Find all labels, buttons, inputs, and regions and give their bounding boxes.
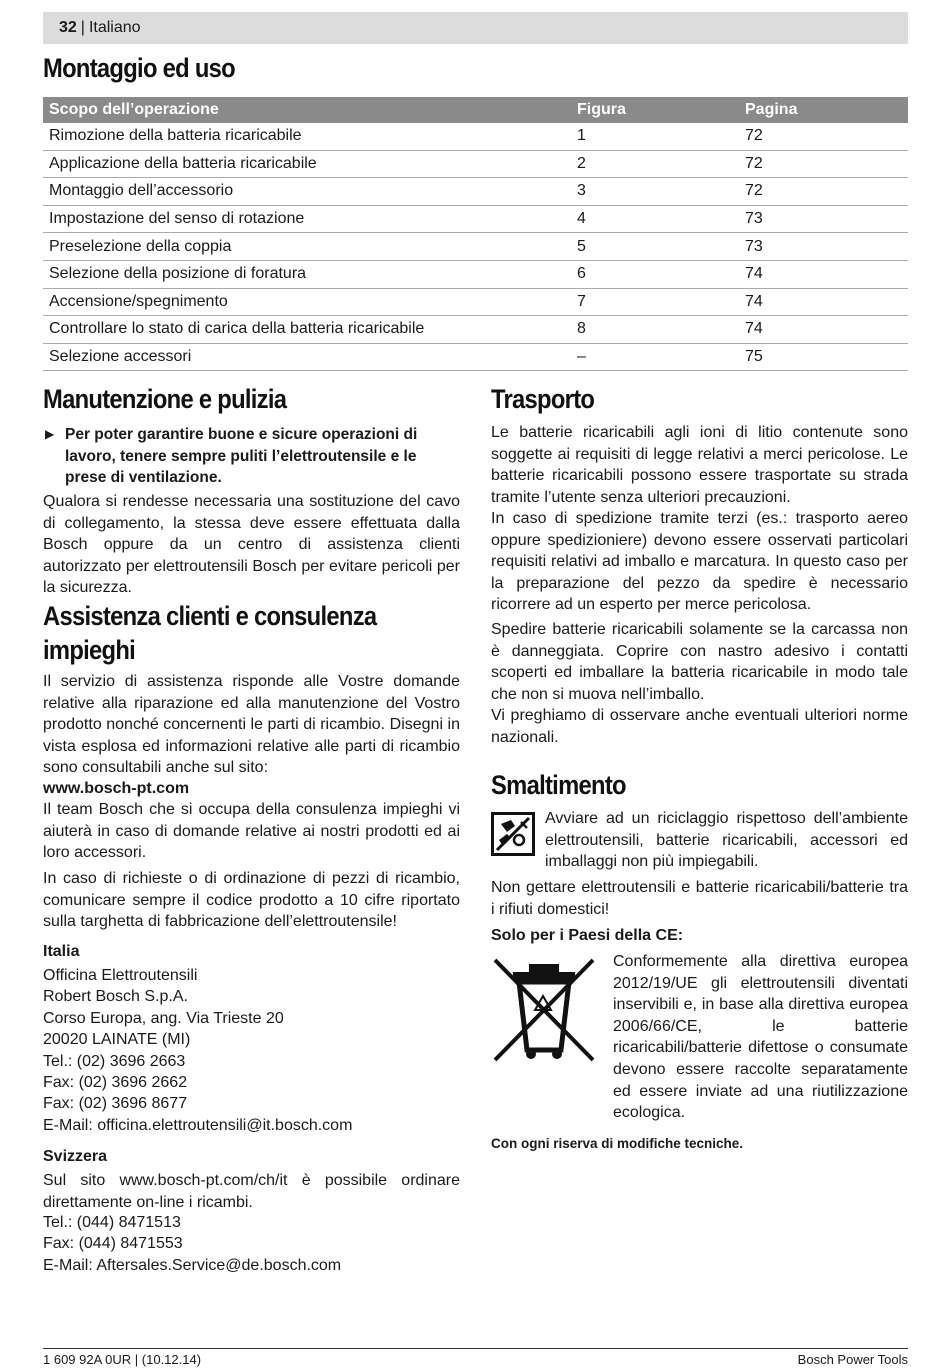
address-line: Tel.: (02) 3696 2663: [43, 1052, 186, 1070]
cell-page: 72: [745, 127, 763, 145]
cell-scope: Applicazione della batteria ricaricabile: [49, 154, 317, 172]
address-line: E-Mail: Aftersales.Service@de.bosch.com: [43, 1256, 342, 1274]
cell-page: 73: [745, 237, 763, 255]
cell-figure: 5: [577, 237, 586, 255]
cell-page: 72: [745, 154, 763, 172]
footer-doc-code: 1 609 92A 0UR | (10.12.14): [43, 1352, 202, 1367]
cell-figure: 2: [577, 154, 586, 172]
assistenza-p2: Il team Bosch che si occupa della consulenza impieghi vi aiuterà in caso di domande relative ai nostri prodotti ed ai loro accessori.: [43, 801, 460, 862]
address-line: Fax: (044) 8471553: [43, 1235, 183, 1253]
svizzera-contacts: [43, 1212, 341, 1276]
assistenza-p1: Il servizio di assistenza risponde alle Vostre domande relative alla riparazione ed alla manutenzione del Vostro prodotto nonché concernenti le parti di ricambio. Disegni in vista esplosa ed informazioni relative alle parti di ricambio sono consultabili anche sul sito:: [43, 673, 460, 777]
address-line: 20020 LAINATE (MI): [43, 1031, 191, 1049]
bosch-url-link[interactable]: www.bosch-pt.com: [43, 780, 190, 797]
cell-figure: 3: [577, 182, 586, 200]
address-line: Fax: (02) 3696 2662: [43, 1074, 188, 1092]
table-row: [43, 261, 908, 289]
smaltimento-p2: Non gettare elettroutensili e batterie ricaricabili/batterie tra i rifiuti domestici!: [491, 879, 908, 918]
cell-figure: 6: [577, 265, 586, 283]
warning-text: Per poter garantire buone e sicure operazioni di lavoro, tenere sempre puliti l’elettroutensile e le prese di ventilazione.: [65, 426, 418, 487]
page-number: 32: [59, 19, 77, 36]
table-row: [43, 233, 908, 261]
italia-address: [43, 965, 352, 1136]
cell-figure: 4: [577, 210, 586, 228]
cell-scope: Impostazione del senso di rotazione: [49, 210, 305, 228]
assistenza-title: Assistenza clienti e consulenza impieghi: [43, 601, 377, 665]
address-line: Officina Elettroutensili: [43, 967, 198, 984]
address-line: Robert Bosch S.p.A.: [43, 988, 188, 1006]
cell-page: 75: [745, 348, 763, 366]
cell-page: 74: [745, 265, 763, 283]
cell-figure: –: [577, 348, 586, 366]
cell-page: 74: [745, 292, 763, 310]
trasporto-title: Trasporto: [491, 384, 595, 414]
column-header-scope: Scopo dell’operazione: [49, 101, 219, 118]
bullet-triangle-icon: ▶: [45, 427, 55, 441]
table-row: [43, 123, 908, 151]
ce-text: Conformemente alla direttiva europea 2012/19/UE gli elettroutensili diventati inservibili e, in base alla direttiva europea 2006/66/CE, le batterie ricaricabili/batterie difettose o consumate devono essere raccolte separatamente ed essere inviate ad una riutilizzazione ecologica.: [613, 953, 908, 1122]
svizzera-title: Svizzera: [43, 1148, 108, 1165]
footer-divider: [43, 1348, 908, 1349]
address-line: Fax: (02) 3696 8677: [43, 1095, 188, 1113]
table-header-row: [43, 97, 908, 123]
address-line: E-Mail: officina.elettroutensili@it.bosch.com: [43, 1116, 353, 1134]
header-language: Italiano: [88, 19, 141, 36]
cell-page: 73: [745, 210, 763, 228]
cell-page: 74: [745, 320, 763, 338]
cell-figure: 8: [577, 320, 586, 338]
cell-scope: Selezione della posizione di foratura: [49, 265, 307, 283]
cell-scope: Montaggio dell’accessorio: [49, 182, 234, 200]
cell-page: 72: [745, 182, 763, 200]
footer-brand: Bosch Power Tools: [797, 1352, 908, 1367]
trasporto-p1: Le batterie ricaricabili agli ioni di litio contenute sono soggette ai requisiti di legge relativi a merci pericolose. Le batterie ricaricabili possono essere trasportate su strada tramite l’utente senza ulteriori precauzioni.: [491, 424, 908, 506]
cell-figure: 1: [577, 127, 586, 145]
table-row: [43, 151, 908, 179]
warning-bullet: [45, 424, 460, 489]
address-line: Corso Europa, ang. Via Trieste 20: [43, 1009, 284, 1027]
trasporto-p3: Spedire batterie ricaricabili solamente se la carcassa non è danneggiata. Coprire con nastro adesivo i contatti scoperti ed imballare la batteria ricaricabile in modo tale che non si muova nell’imballo.: [491, 621, 908, 703]
trasporto-p4: Vi preghiamo di osservare anche eventuali ulteriori norme nazionali.: [491, 707, 908, 746]
table-row: [43, 316, 908, 344]
table-row: [43, 289, 908, 317]
page-header: [43, 12, 908, 44]
crossed-bin-icon: [491, 956, 597, 1069]
manutenzione-title: Manutenzione e pulizia: [43, 384, 287, 414]
operations-table: [43, 97, 908, 371]
manutenzione-text: Qualora si rendesse necessaria una sostituzione del cavo di collegamento, la stessa deve essere effettuata dalla Bosch oppure da un centro di assistenza clienti autorizzato per elettroutensili Bosch per evitare pericoli per la sicurezza.: [43, 493, 460, 597]
trasporto-p2: In caso di spedizione tramite terzi (es.: trasporto aereo oppure spedizioniere) devono essere osservati particolari requisiti relativi ad imballo e marcatura. In questo caso per la preparazione del pezzo da spedire è necessario ricorrere ad un esperto per merce pericolosa.: [491, 510, 908, 614]
reserve-note: Con ogni riserva di modifiche tecniche.: [491, 1136, 744, 1151]
recycling-tools-icon: [491, 812, 535, 861]
italia-title: Italia: [43, 943, 80, 960]
montaggio-title: Montaggio ed uso: [43, 53, 236, 83]
column-header-page: Pagina: [745, 101, 798, 118]
header-separator: |: [80, 19, 85, 36]
table-row: [43, 178, 908, 206]
cell-scope: Controllare lo stato di carica della batteria ricaricabile: [49, 320, 425, 338]
table-row: [43, 206, 908, 234]
cell-scope: Preselezione della coppia: [49, 237, 232, 255]
svizzera-text: Sul sito www.bosch-pt.com/ch/it è possibile ordinare direttamente on-line i ricambi.: [43, 1172, 460, 1211]
cell-figure: 7: [577, 292, 586, 310]
assistenza-p3: In caso di richieste o di ordinazione di pezzi di ricambio, comunicare sempre il codice prodotto a 10 cifre riportato sulla targhetta di fabbricazione dell’elettroutensile!: [43, 870, 460, 931]
smaltimento-p1: Avviare ad un riciclaggio rispettoso dell’ambiente elettroutensili, batterie ricaricabili, accessori ed imballaggi non più impiegabili.: [545, 810, 908, 871]
cell-scope: Selezione accessori: [49, 348, 192, 366]
table-row: [43, 344, 908, 372]
column-header-figure: Figura: [577, 101, 626, 118]
cell-scope: Accensione/spegnimento: [49, 292, 228, 310]
address-line: Tel.: (044) 8471513: [43, 1214, 181, 1231]
smaltimento-title: Smaltimento: [491, 770, 626, 800]
cell-scope: Rimozione della batteria ricaricabile: [49, 127, 302, 145]
ce-title: Solo per i Paesi della CE:: [491, 927, 684, 944]
